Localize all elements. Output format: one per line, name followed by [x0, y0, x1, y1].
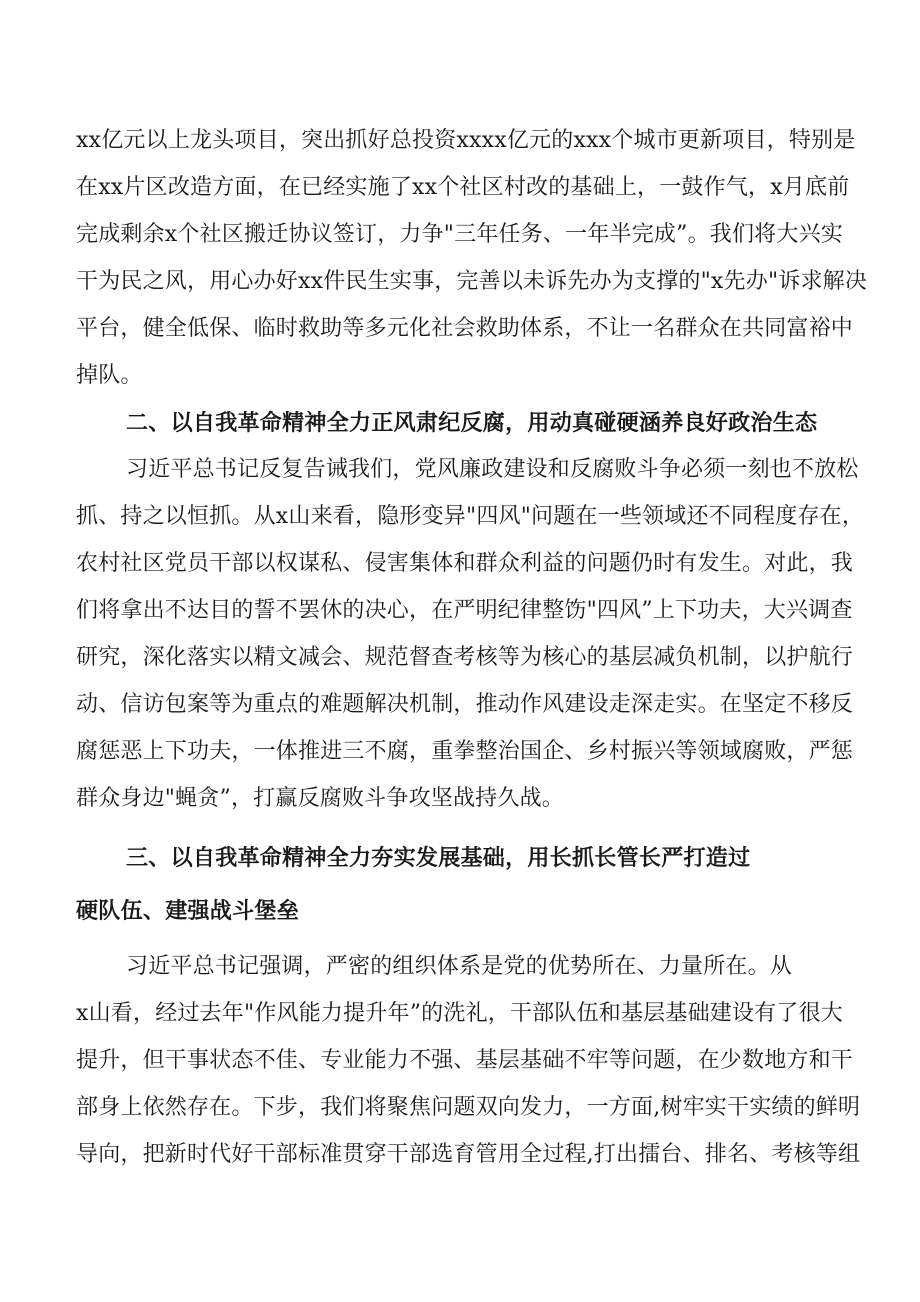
paragraph-line: 提升，但干事状态不佳、专业能力不强、基层基础不牢等问题，在少数地方和干 [76, 1048, 854, 1073]
paragraph-line: 干为民之风，用心办好xx件民生实事，完善以未诉先办为支撑的"x先办"诉求解决 [76, 269, 868, 294]
paragraph-line: 掉队。 [76, 363, 143, 388]
paragraph-line: xx亿元以上龙头项目，突出抓好总投资xxxx亿元的xxx个城市更新项目，特别是 [76, 128, 856, 153]
paragraph-line: 部身上依然存在。下步，我们将聚焦问题双向发力，一方面,树牢实干实绩的鲜明 [76, 1095, 861, 1120]
paragraph-line: 动、信访包案等为重点的难题解决机制，推动作风建设走深走实。在坚定不移反 [76, 692, 854, 717]
paragraph-line: x山看，经过去年"作风能力提升年”的洗礼，干部队伍和基层基础建设有了很大 [76, 1001, 843, 1026]
paragraph-line: 抓、持之以恒抓。从x山来看，隐形变异"四风"问题在一些领域还不同程度存在， [76, 504, 865, 529]
paragraph-line: 群众身边"蝇贪”，打赢反腐败斗争攻坚战持久战。 [76, 786, 564, 811]
paragraph-line: 习近平总书记反复告诫我们，党风廉政建设和反腐败斗争必须一刻也不放松 [126, 457, 859, 482]
paragraph-line: 习近平总书记强调，严密的组织体系是党的优势所在、力量所在。从 [126, 954, 793, 979]
section-heading-3: 三、以自我革命精神全力夯实发展基础，用长抓长管长严打造过 [126, 845, 751, 871]
section-heading-2: 二、以自我革命精神全力正风肃纪反腐，用动真碰硬涵养良好政治生态 [126, 410, 818, 436]
paragraph-line: 腐惩恶上下功夫，一体推进三不腐，重拳整治国企、乡村振兴等领域腐败，严惩 [76, 739, 854, 764]
section-heading-3-cont: 硬队伍、建强战斗堡垒 [76, 898, 300, 924]
paragraph-line: 研究，深化落实以精文减会、规范督查考核等为核心的基层减负机制，以护航行 [76, 645, 854, 670]
paragraph-line: 完成剩余x个社区搬迁协议签订，力争"三年任务、一年半完成”。我们将大兴实 [76, 222, 843, 247]
paragraph-line: 农村社区党员干部以权谋私、侵害集体和群众利益的问题仍时有发生。对此，我 [76, 551, 854, 576]
paragraph-line: 们将拿出不达目的誓不罢休的决心，在严明纪律整饬"四风”上下功夫，大兴调查 [76, 598, 853, 623]
paragraph-line: 平台，健全低保、临时救助等多元化社会救助体系，不让一名群众在共同富裕中 [76, 316, 854, 341]
paragraph-line: 导向，把新时代好干部标准贯穿干部选育管用全过程,打出擂台、排名、考核等组 [76, 1142, 861, 1167]
paragraph-line: 在xx片区改造方面，在已经实施了xx个社区村改的基础上，一鼓作气，x月底前 [76, 175, 850, 200]
